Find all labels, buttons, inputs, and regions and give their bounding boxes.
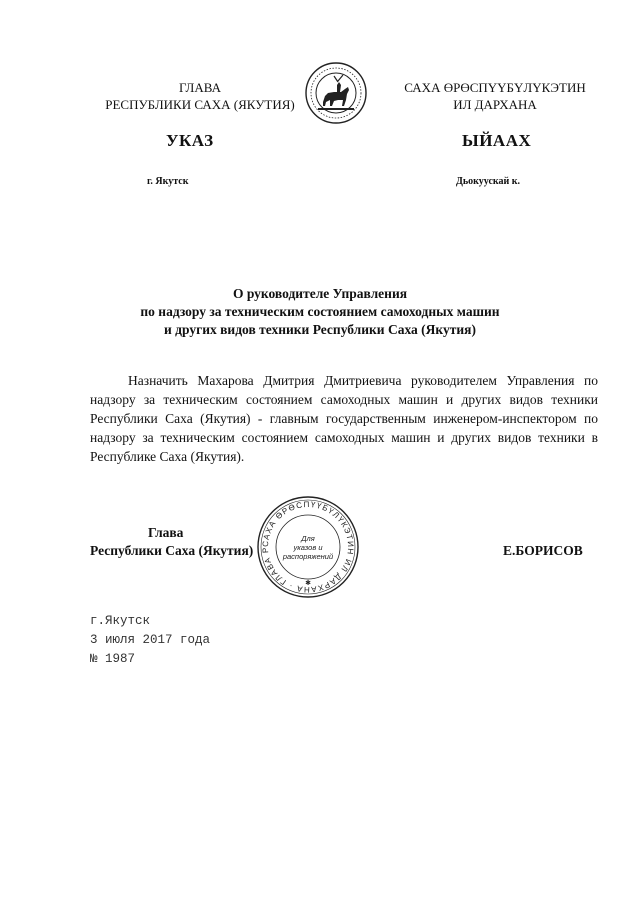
document-type-right: ЫЙААХ	[462, 131, 532, 150]
signatory-title-line2: Республики Саха (Якутия)	[90, 543, 254, 558]
official-seal-stamp	[256, 495, 360, 599]
document-type-left: УКАЗ	[166, 131, 214, 150]
place-left: г. Якутск	[147, 176, 189, 187]
header-left-line2: РЕСПУБЛИКИ САХА (ЯКУТИЯ)	[105, 97, 295, 112]
signatory-name: Е.БОРИСОВ	[503, 543, 583, 558]
registration-number: № 1987	[90, 652, 136, 666]
registration-block	[90, 612, 210, 669]
body-paragraph: Назначить Махарова Дмитрия Дмитриевича руководителем Управления по надзору за техническим состоянием самоходных машин и других видов техники Республики Саха (Якутия) - главным государственным инженером-инспектором по надзору за техническим состоянием самоходных машин и других видов техники в Республике Саха (Якутия).	[90, 373, 598, 464]
svg-text:✱: ✱	[305, 579, 311, 587]
decree-body	[90, 371, 598, 466]
svg-text:указов и: указов и	[293, 543, 323, 552]
subject-line2: по надзору за техническим состоянием самоходных машин	[140, 304, 500, 319]
svg-text:Для: Для	[301, 534, 315, 543]
svg-text:распоряжений: распоряжений	[282, 552, 334, 561]
header-left-line1: ГЛАВА	[179, 80, 221, 95]
subject-line1: О руководителе Управления	[232, 286, 408, 301]
header-right	[370, 79, 620, 113]
coat-of-arms-icon	[304, 60, 368, 126]
registration-city: г.Якутск	[90, 614, 151, 628]
header-right-line1: САХА ӨРӨСПҮҮБҮЛҮКЭТИН	[404, 80, 586, 95]
subject-line3: и других видов техники Республики Саха (Якутия)	[164, 322, 476, 337]
header-left	[70, 79, 330, 113]
signatory-title-line1: Глава	[148, 525, 184, 540]
svg-text:САХА ӨРӨСПҮҮБҮЛҮКЭТИН ИЛ ДАРХА: САХА ӨРӨСПҮҮБҮЛҮКЭТИН ИЛ ДАРХАНА · ГЛАВА Р	[260, 499, 356, 595]
decree-subject	[60, 285, 580, 339]
place-right: Дьокуускай к.	[456, 176, 521, 187]
registration-date: 3 июля 2017 года	[90, 633, 211, 647]
header-right-line2: ИЛ ДАРХАНА	[453, 97, 537, 112]
